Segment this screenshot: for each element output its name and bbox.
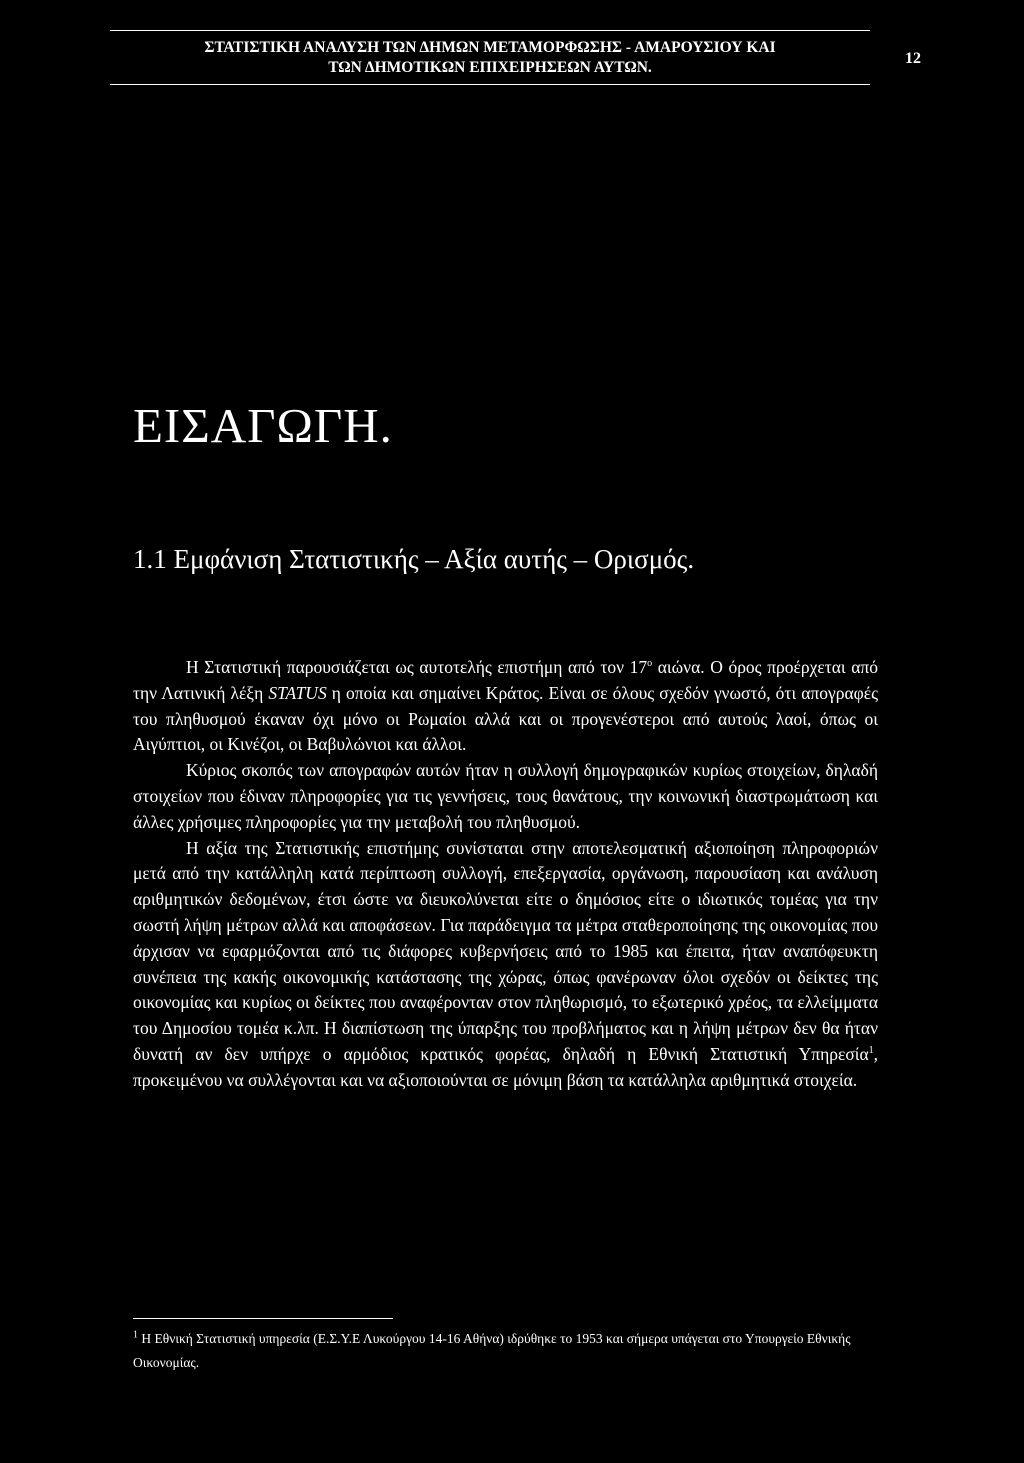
- italic-term: STATUS: [268, 682, 327, 703]
- chapter-title: ΕΙΣΑΓΩΓΗ.: [133, 398, 393, 453]
- header-line-2: ΤΩΝ ΔΗΜΟΤΙΚΩΝ ΕΠΙΧΕΙΡΗΣΕΩΝ ΑΥΤΩΝ.: [328, 59, 652, 76]
- page-number: 12: [905, 50, 921, 67]
- footnote-reference: 1: [868, 1045, 874, 1057]
- paragraph-3-text-b: , προκειμένου να συλλέγονται και να αξιοποιούνται σε μόνιμη βάση τα κατάλληλα αριθμητικά στοιχεία.: [133, 1043, 878, 1090]
- paragraph-3-text-a: Η αξία της Στατιστικής επιστήμης συνίσταται στην αποτελεσματική αξιοποίηση πληροφοριών μετά από την κατάλληλη κατά περίπτωση συλλογή, επεξεργασία, οργάνωση, παρουσίαση και ανάλυση αριθμητικών δεδομένων, έτσι ώστε να διευκολύνεται είτε ο δημόσιος είτε ο ιδιωτικός τομέας για την σωστή λήψη μέτρων αλλά και αποφάσεων. Για παράδειγμα τα μέτρα σταθεροποίησης της οικονομίας που άρχισαν να εφαρμόζονται από τις διάφορες κυβερνήσεις από το 1985 και έπειτα, ήταν αναπόφευκτη συνέπεια της κακής οικονομικής κατάστασης της χώρας, όπως φανέρωναν όλοι σχεδόν οι δείκτες της οικονομίας και κυρίως οι δείκτες που αναφέρονταν στον πληθωρισμό, το εξωτερικό χρέος, τα ελλείμματα του Δημοσίου τομέα κ.λπ. Η διαπίστωση της ύπαρξης του προβλήματος και η λήψη μέτρων δεν θα ήταν δυνατή αν δεν υπήρχε ο αρμόδιος κρατικός φορέας, δηλαδή η Εθνική Στατιστική Υπηρεσία: [133, 837, 878, 1064]
- paragraph-1: [133, 655, 878, 758]
- footnote-text: Η Εθνική Στατιστική υπηρεσία (Ε.Σ.Υ.Ε Λυκούργου 14-16 Αθήνα) ιδρύθηκε το 1953 και σήμερα υπάγεται στο Υπουργείο Εθνικής Οικονομίας.: [133, 1331, 851, 1370]
- paragraph-3: [133, 836, 878, 1094]
- footnote-rule: [133, 1318, 393, 1327]
- running-header: [110, 30, 870, 85]
- paragraph-2: Κύριος σκοπός των απογραφών αυτών ήταν η συλλογή δημογραφικών κυρίως στοιχείων, δηλαδή στοιχείων που έδιναν πληροφορίες για τις γεννήσεις, τους θανάτους, την κοινωνική διαστρωμάτωση και άλλες χρήσιμες πληροφορίες για την μεταβολή του πληθυσμού.: [133, 760, 878, 832]
- paragraph-1-text-c: η οποία και σημαίνει Κράτος. Είναι σε όλους σχεδόν γνωστό, ότι απογραφές του πληθυσμού έκαναν όχι μόνο οι Ρωμαίοι αλλά και οι προγενέστεροι από αυτούς λαοί, όπως οι Αιγύπτιοι, οι Κινέζοι, οι Βαβυλώνιοι και άλλοι.: [133, 682, 878, 755]
- header-line-1: ΣΤΑΤΙΣΤΙΚΗ ΑΝΑΛΥΣΗ ΤΩΝ ΔΗΜΩΝ ΜΕΤΑΜΟΡΦΩΣΗΣ - ΑΜΑΡΟΥΣΙΟΥ ΚΑΙ: [204, 39, 776, 56]
- body-text: [133, 655, 878, 1094]
- paragraph-1-text-b: αιώνα. Ο όρος προέρχεται από την Λατινική λέξη: [133, 657, 878, 703]
- footnote-marker: 1: [133, 1329, 138, 1341]
- superscript-ordinal: ο: [647, 658, 653, 670]
- footnote: [133, 1322, 878, 1375]
- section-title: 1.1 Εμφάνιση Στατιστικής – Αξία αυτής – Ορισμός.: [133, 544, 695, 574]
- paragraph-1-text-a: Η Στατιστική παρουσιάζεται ως αυτοτελής επιστήμη από τον 17: [186, 657, 648, 677]
